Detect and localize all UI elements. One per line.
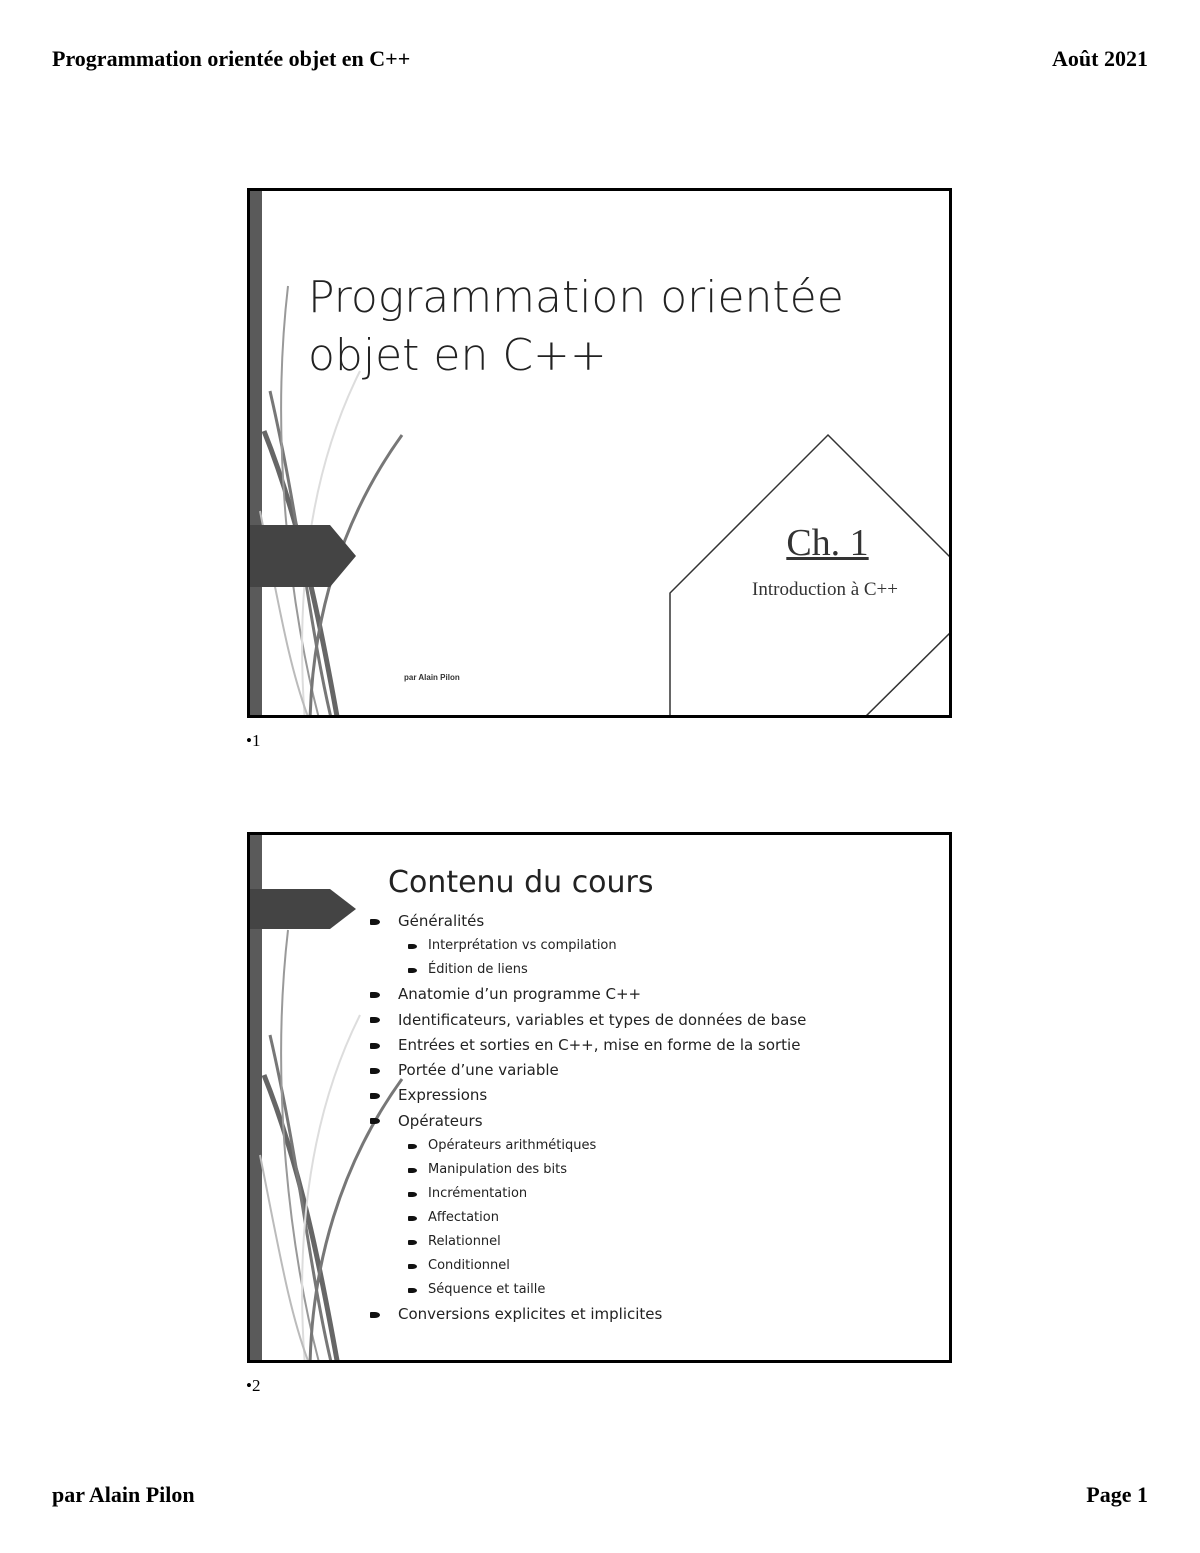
list-item: Séquence et taille <box>370 1278 806 1302</box>
slide-2 <box>247 832 952 1363</box>
list-item: Conversions explicites et implicites <box>370 1302 806 1327</box>
list-item: Incrémentation <box>370 1182 806 1206</box>
list-item: Opérateurs arithmétiques <box>370 1134 806 1158</box>
list-item: Identificateurs, variables et types de données de base <box>370 1008 806 1033</box>
slide-1-number: •1 <box>246 731 261 750</box>
list-item: Généralités <box>370 909 806 934</box>
list-item: Manipulation des bits <box>370 1158 806 1182</box>
page-footer-author: par Alain Pilon <box>52 1482 195 1507</box>
list-item: Interprétation vs compilation <box>370 934 806 958</box>
page-header-title: Programmation orientée objet en C++ <box>52 46 411 71</box>
slide-1 <box>247 188 952 718</box>
list-item: Relationnel <box>370 1230 806 1254</box>
slide-2-number: •2 <box>246 1376 261 1395</box>
slide-1-title: Programmation orientée objet en C++ <box>308 272 844 381</box>
slide-1-author: par Alain Pilon <box>404 673 460 682</box>
page-header-date: Août 2021 <box>1052 46 1148 71</box>
list-item: Conditionnel <box>370 1254 806 1278</box>
list-item: Édition de liens <box>370 958 806 982</box>
list-item: Portée d’une variable <box>370 1058 806 1083</box>
slide-1-chapter: Ch. 1 <box>786 522 869 564</box>
table-of-contents <box>370 909 806 1327</box>
list-item: Opérateurs <box>370 1109 806 1134</box>
list-item: Expressions <box>370 1083 806 1108</box>
slide-2-title: Contenu du cours <box>388 865 654 900</box>
list-item: Affectation <box>370 1206 806 1230</box>
list-item: Entrées et sorties en C++, mise en forme de la sortie <box>370 1033 806 1058</box>
list-item: Anatomie d’un programme C++ <box>370 982 806 1007</box>
page-footer-page: Page 1 <box>1086 1482 1148 1507</box>
slide-1-subtitle: Introduction à C++ <box>752 579 898 600</box>
